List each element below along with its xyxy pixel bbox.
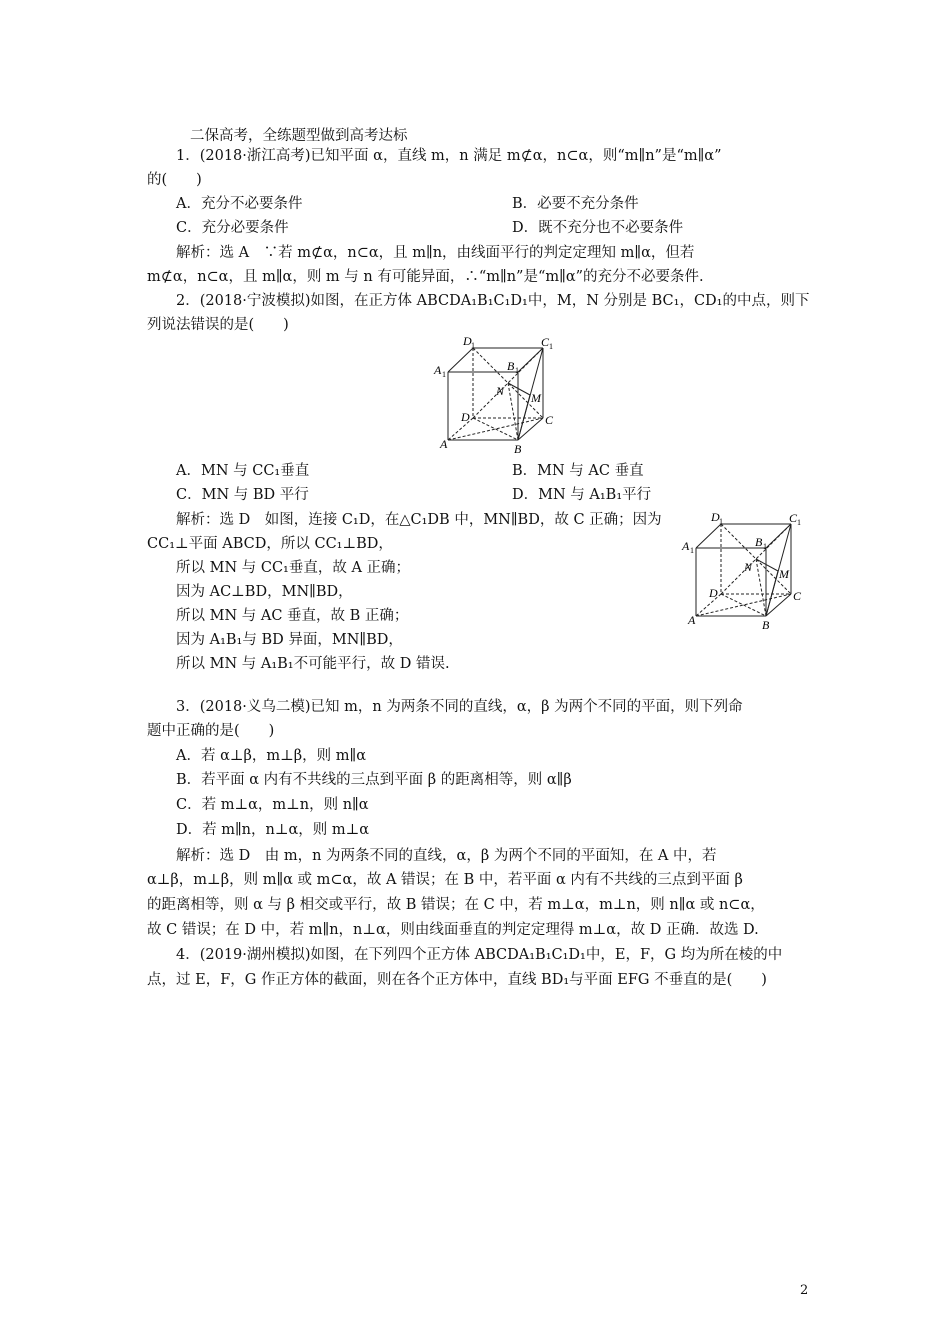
label-c1: C: [789, 511, 798, 525]
q3-option-c: C．若 m⊥α，m⊥n，则 n∥α: [176, 797, 369, 813]
q4-stem-line2: 点，过 E，F，G 作正方体的截面，则在各个正方体中，直线 BD₁与平面 EFG 不垂直的是( ): [147, 972, 767, 988]
label-m: M: [531, 391, 541, 405]
q2-option-a: A．MN 与 CC₁垂直: [176, 463, 310, 479]
q1-stem-line1: 1．(2018·浙江高考)已知平面 α，直线 m，n 满足 m⊄α，n⊂α，则“m∥n”是“m∥α”: [176, 148, 722, 164]
label-a1: A: [682, 539, 690, 553]
label-a: A: [440, 437, 448, 451]
label-a1: A: [434, 363, 442, 377]
label-b1: B: [755, 535, 763, 549]
label-d1-sub: 1: [471, 341, 475, 350]
label-d1: D: [711, 510, 720, 524]
section-title: 二保高考，全练题型做到高考达标: [190, 128, 408, 144]
cube-figure-2: [676, 508, 816, 632]
q3-option-b: B．若平面 α 内有不共线的三点到平面 β 的距离相等，则 α∥β: [176, 772, 572, 788]
label-d: D: [461, 410, 470, 424]
q3-stem-line2: 题中正确的是( ): [147, 723, 275, 739]
q2-solution-line2: CC₁⊥平面 ABCD，所以 CC₁⊥BD，: [147, 536, 393, 552]
q1-option-a: A．充分不必要条件: [176, 196, 303, 212]
label-a: A: [688, 613, 696, 627]
q3-solution-line2: α⊥β，m⊥β，则 m∥α 或 m⊂α，故 A 错误；在 B 中，若平面 α 内有不共线的三点到平面 β: [147, 872, 743, 888]
q2-solution-line3: 所以 MN 与 CC₁垂直，故 A 正确；: [176, 560, 411, 576]
q3-option-d: D．若 m∥n，n⊥α，则 m⊥α: [176, 822, 370, 838]
q1-solution-line2: m⊄α，n⊂α，且 m∥α，则 m 与 n 有可能异面，∴“m∥n”是“m∥α”的充分不必要条件.: [147, 269, 704, 285]
q1-option-d: D．既不充分也不必要条件: [512, 220, 684, 236]
q2-stem-line1: 2．(2018·宁波模拟)如图，在正方体 ABCDA₁B₁C₁D₁中，M，N 分别是 BC₁，CD₁的中点，则下: [176, 293, 810, 309]
label-d1: D: [463, 334, 472, 348]
label-n: N: [744, 560, 753, 574]
label-b: B: [762, 618, 770, 632]
q3-solution-line4: 故 C 错误；在 D 中，若 m∥n，n⊥α，则由线面垂直的判定定理得 m⊥α，故 D 正确．故选 D.: [147, 922, 759, 938]
q2-solution-line7: 所以 MN 与 A₁B₁不可能平行，故 D 错误.: [176, 656, 450, 672]
label-d1-sub: 1: [719, 517, 723, 526]
q3-solution-line3: 的距离相等，则 α 与 β 相交或平行，故 B 错误；在 C 中，若 m⊥α，m⊥n，则 n∥α 或 n⊂α，: [147, 897, 765, 913]
q3-stem-line1: 3．(2018·义乌二模)已知 m，n 为两条不同的直线，α，β 为两个不同的平面，则下列命: [176, 699, 743, 715]
label-c: C: [545, 413, 554, 427]
q2-option-d: D．MN 与 A₁B₁平行: [512, 487, 652, 503]
label-c1-sub: 1: [797, 518, 801, 527]
q2-option-b: B．MN 与 AC 垂直: [512, 463, 644, 479]
q4-stem-line1: 4．(2019·湖州模拟)如图，在下列四个正方体 ABCDA₁B₁C₁D₁中，E，F，G 均为所在棱的中: [176, 947, 783, 963]
q2-solution-line6: 因为 A₁B₁与 BD 异面，MN∥BD，: [176, 632, 403, 648]
label-b: B: [514, 442, 522, 456]
q2-solution-line5: 所以 MN 与 AC 垂直，故 B 正确；: [176, 608, 409, 624]
q2-stem-line2: 列说法错误的是( ): [147, 317, 289, 333]
q2-solution-line1: 解析：选 D 如图，连接 C₁D，在△C₁DB 中，MN∥BD，故 C 正确；因为: [176, 512, 662, 528]
q3-option-a: A．若 α⊥β，m⊥β，则 m∥α: [176, 748, 367, 764]
q2-option-c: C．MN 与 BD 平行: [176, 487, 309, 503]
page-number: 2: [800, 1283, 809, 1298]
label-b1: B: [507, 359, 515, 373]
q1-solution-line1: 解析：选 A ∵若 m⊄α，n⊂α，且 m∥n，由线面平行的判定定理知 m∥α，但若: [176, 245, 695, 261]
label-a1-sub: 1: [442, 370, 446, 379]
label-c: C: [793, 589, 802, 603]
label-m: M: [779, 567, 789, 581]
label-c1: C: [541, 335, 550, 349]
q1-option-b: B．必要不充分条件: [512, 196, 639, 212]
q1-option-c: C．充分必要条件: [176, 220, 289, 236]
label-a1-sub: 1: [690, 546, 694, 555]
cube-figure-1: [428, 334, 568, 456]
q3-solution-line1: 解析：选 D 由 m，n 为两条不同的直线，α，β 为两个不同的平面知，在 A 中，若: [176, 848, 717, 864]
label-c1-sub: 1: [549, 342, 553, 351]
q2-solution-line4: 因为 AC⊥BD，MN∥BD，: [176, 584, 353, 600]
q1-stem-line2: 的( ): [147, 172, 202, 188]
label-b1-sub: 1: [763, 542, 767, 551]
label-d: D: [709, 586, 718, 600]
label-b1-sub: 1: [515, 366, 519, 375]
label-n: N: [496, 384, 505, 398]
